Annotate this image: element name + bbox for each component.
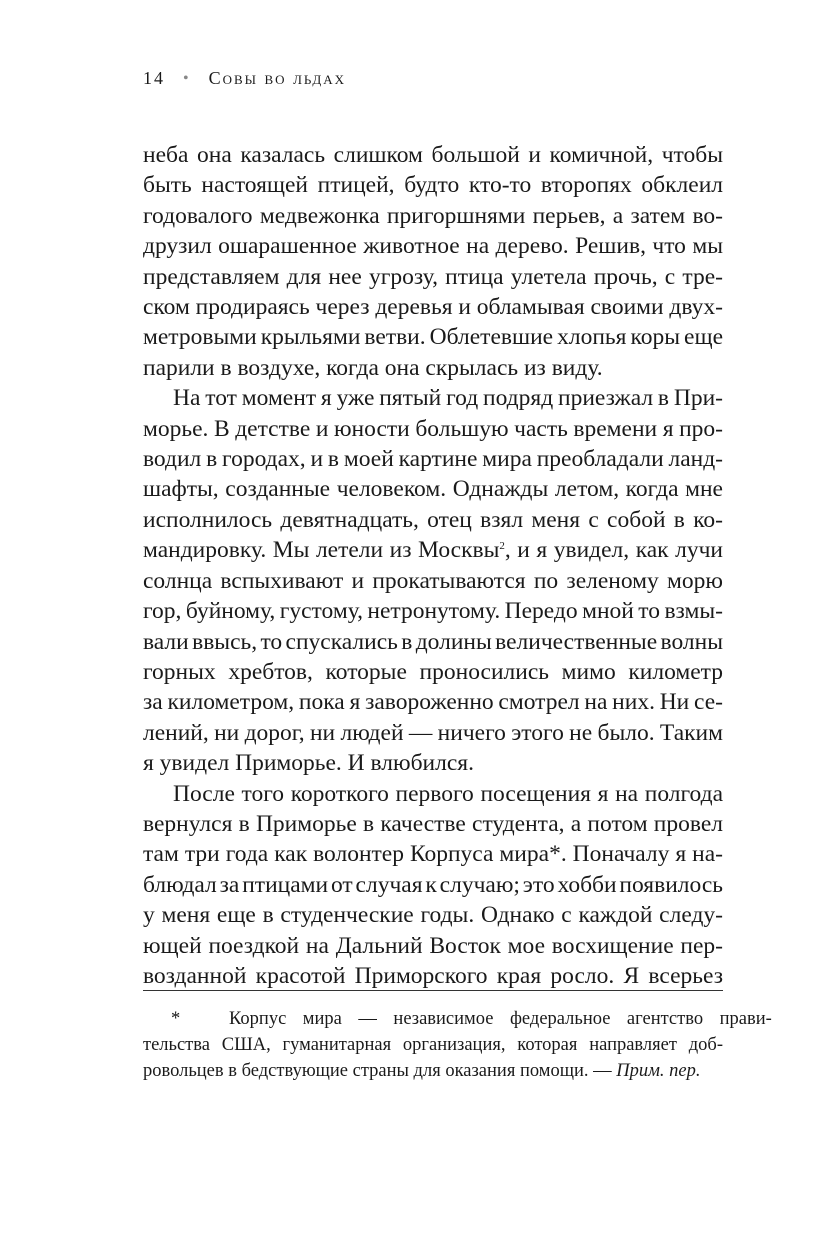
text-line-with-footnote [143, 535, 723, 565]
text-line: гор, буйному, густому, нетронутому. Передо мной то взмы- [143, 598, 723, 625]
text-line: На тот момент я уже пятый год подряд приезжал в При- [173, 385, 723, 412]
text-line: представляем для нее угрозу, птица улетела прочь, с тре- [143, 263, 723, 290]
footnote-divider [143, 990, 723, 991]
footnote-text: Корпус мира — независимое федеральное агентство прави- [229, 1009, 772, 1029]
text-line: вернулся в Приморье в качестве студента, а потом провел [143, 810, 723, 837]
footnote-reference[interactable]: 2 [499, 540, 505, 553]
footnote-line [143, 1006, 772, 1032]
body-text [143, 140, 723, 991]
text-line: метровыми крыльями ветви. Облетевшие хлопья коры еще [143, 324, 723, 351]
paragraph-2 [143, 383, 723, 778]
text-line: исполнилось девятнадцать, отец взял меня с собой в ко- [143, 506, 723, 533]
text-line: друзил ошарашенное животное на дерево. Решив, что мы [143, 233, 723, 260]
text-fragment: там три года как волонтер Корпуса мира [143, 841, 550, 868]
text-line: я увидел Приморье. И влюбился. [143, 750, 474, 777]
paragraph-1 [143, 140, 723, 383]
footnote-line [143, 1058, 723, 1084]
text-line: блюдал за птицами от случая к случаю; это хобби появилось [143, 871, 723, 898]
text-line: солнца вспыхивают и прокатываются по зеленому морю [143, 567, 723, 594]
text-line: у меня еще в студенческие годы. Однако с каждой следу- [143, 902, 723, 929]
text-line: После того короткого первого посещения я на полгода [173, 780, 723, 807]
text-line: годовалого медвежонка пригоршнями перьев, а затем во- [143, 202, 723, 229]
text-fragment: *. Поначалу я на- [549, 841, 724, 868]
text-line: парили в воздухе, когда она скрылась из виду. [143, 354, 603, 381]
book-title: Совы во льдах [208, 68, 347, 88]
text-line: за километром, пока я завороженно смотрел на них. Ни се- [143, 689, 723, 716]
text-line: вали ввысь, то спускались в долины величественные волны [143, 628, 723, 655]
paragraph-3 [143, 779, 723, 992]
page-number: 14 [143, 68, 165, 88]
text-line: шафты, созданные человеком. Однажды летом, когда мне [143, 476, 723, 503]
footnote-line: тельства США, гуманитарная организация, которая направляет доб- [143, 1035, 723, 1055]
text-line: горных хребтов, которые проносились мимо километр [143, 658, 723, 685]
footnote-marker: * [171, 1009, 181, 1029]
text-line: лений, ни дорог, ни людей — ничего этого не было. Таким [143, 719, 723, 746]
text-line: ющей поездкой на Дальний Восток мое восхищение пер- [143, 932, 723, 959]
text-line: водил в городах, и в моей картине мира преобладали ланд- [143, 446, 723, 473]
text-line: морье. В детстве и юности большую часть времени я про- [143, 415, 723, 442]
footnote-text: ровольцев в бедствующие страны для оказания помощи. — [143, 1061, 612, 1081]
text-line: ском продираясь через деревья и обламывая своими двух- [143, 294, 723, 321]
text-line: быть настоящей птицей, будто кто-то второпях обклеил [143, 172, 723, 199]
text-fragment: мандировку. Мы летели из Москвы [143, 537, 500, 564]
footnote [143, 1006, 772, 1084]
text-line-with-footnote [143, 839, 723, 869]
text-line: возданной красотой Приморского края росло. Я всерьез [143, 962, 723, 989]
text-fragment: , и я увидел, как лучи [504, 537, 723, 564]
separator-dot: • [183, 69, 191, 87]
text-line: неба она казалась слишком большой и комичной, чтобы [143, 142, 723, 168]
translator-note: Прим. пер. [616, 1061, 701, 1081]
running-head [143, 68, 346, 89]
